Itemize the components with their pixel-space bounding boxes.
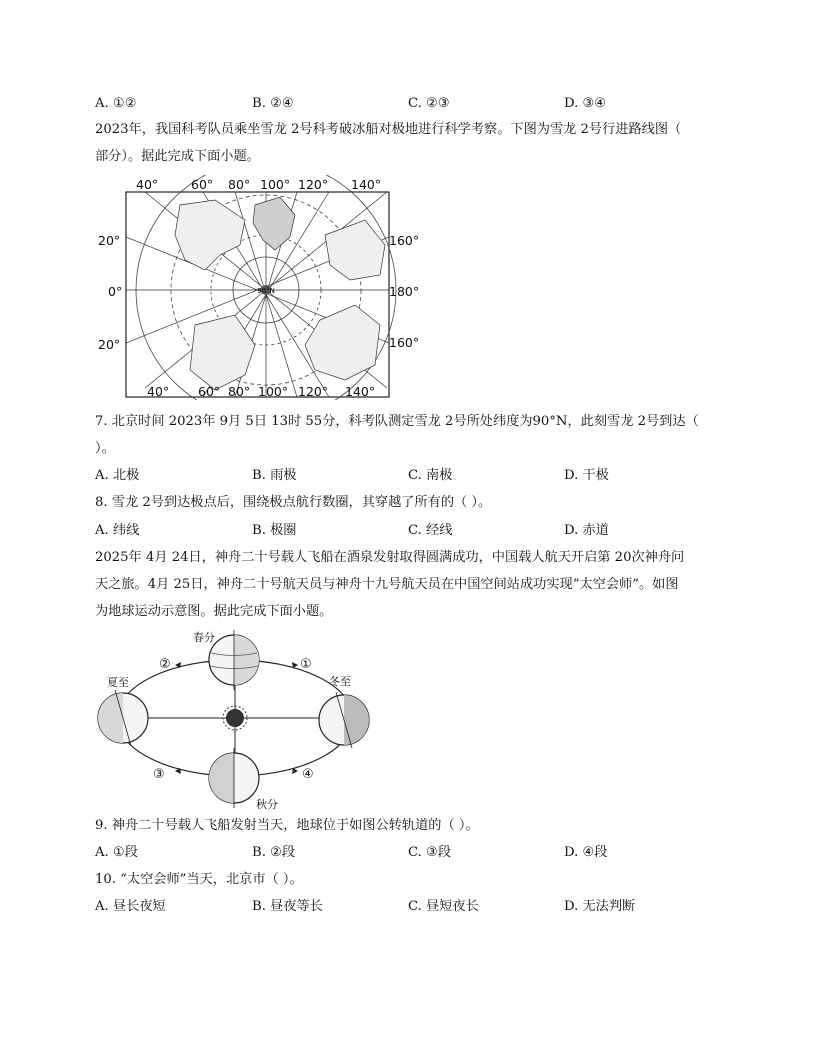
- q10-options: [95, 898, 735, 916]
- passage1-line1: 2023年，我国科考队员乘坐雪龙 2号科考破冰船对极地进行科学考察。下图为雪龙 2号行进路线图（: [95, 122, 682, 137]
- map-left-label: 20°: [98, 233, 121, 248]
- option-b: B. 极圈: [252, 523, 297, 538]
- option-d: D. 无法判断: [564, 899, 636, 914]
- map-right-label: 180°: [389, 284, 420, 299]
- option-a: A. ①段: [95, 845, 138, 860]
- segment-4-label: ④: [302, 767, 314, 782]
- map-top-label: 60°: [191, 177, 214, 192]
- option-a: A. 纬线: [95, 523, 140, 538]
- map-bottom-label: 80°: [228, 384, 251, 399]
- passage2-line2: 天之旅。4月 25日，神舟二十号航天员与神舟十九号航天员在中国空间站成功实现“太空会师”。如图: [95, 577, 679, 592]
- map-left-label: 0°: [108, 284, 123, 299]
- q8-stem: 8. 雪龙 2号到达极点后，围绕极点航行数圈，其穿越了所有的（ ）。: [95, 495, 492, 510]
- label-spring: 春分: [193, 631, 215, 644]
- map-bottom-label: 40°: [147, 384, 170, 399]
- option-b: B. ②④: [252, 96, 294, 111]
- q9-options: [95, 844, 735, 862]
- map-bottom-label: 60°: [198, 384, 221, 399]
- option-b: B. 昼夜等长: [252, 899, 323, 914]
- label-winter: 冬至: [329, 675, 351, 688]
- q6-options: [95, 95, 735, 113]
- option-c: C. ③段: [408, 845, 452, 860]
- option-c: C. 经线: [408, 523, 453, 538]
- passage1-line2: 部分）。据此完成下面小题。: [95, 149, 260, 164]
- map-bottom-label: 120°: [298, 384, 329, 399]
- segment-2-label: ②: [159, 657, 171, 672]
- earth-orbit-diagram: [95, 628, 380, 810]
- segment-1-label: ①: [300, 657, 312, 672]
- passage2-line3: 为地球运动示意图。据此完成下面小题。: [95, 604, 333, 619]
- option-c: C. 南极: [408, 468, 453, 483]
- map-right-label: 160°: [389, 233, 420, 248]
- map-top-label: 100°: [260, 177, 291, 192]
- option-d: D. 干极: [564, 468, 609, 483]
- map-top-label: 140°: [351, 177, 382, 192]
- option-c: C. ②③: [408, 96, 450, 111]
- option-a: A. ①②: [95, 96, 137, 111]
- option-c: C. 昼短夜长: [408, 899, 479, 914]
- earth-spring: [209, 630, 259, 690]
- earth-autumn: [209, 748, 259, 808]
- option-b: B. 雨极: [252, 468, 297, 483]
- pole-label: 90°N: [257, 287, 275, 295]
- earth-winter: [319, 692, 369, 748]
- map-top-label: 80°: [228, 177, 251, 192]
- option-d: D. 赤道: [564, 523, 609, 538]
- segment-3-label: ③: [153, 767, 165, 782]
- option-d: D. ④段: [564, 845, 608, 860]
- q7-options: [95, 467, 735, 485]
- q7-stem-line2: ）。: [95, 441, 115, 456]
- map-right-label: 160°: [389, 335, 420, 350]
- map-left-label: 20°: [98, 337, 121, 352]
- option-b: B. ②段: [252, 845, 296, 860]
- polar-route-map: [95, 175, 430, 400]
- earth-summer: [98, 690, 148, 746]
- map-top-label: 120°: [298, 177, 329, 192]
- q8-options: [95, 522, 735, 540]
- q10-stem: 10. “太空会师”当天，北京市（ ）。: [95, 872, 303, 887]
- map-top-label: 40°: [136, 177, 159, 192]
- option-d: D. ③④: [564, 96, 607, 111]
- label-autumn: 秋分: [256, 798, 278, 810]
- option-a: A. 北极: [95, 468, 140, 483]
- q7-stem-line1: 7. 北京时间 2023年 9月 5日 13时 55分，科考队测定雪龙 2号所处纬度为90°N，此刻雪龙 2号到达（: [95, 414, 699, 429]
- map-bottom-label: 140°: [345, 384, 376, 399]
- passage2-line1: 2025年 4月 24日，神舟二十号载人飞船在酒泉发射取得圆满成功，中国载人航天开启第 20次神舟问: [95, 550, 685, 565]
- q9-stem: 9. 神舟二十号载人飞船发射当天，地球位于如图公转轨道的（ ）。: [95, 818, 479, 833]
- label-summer: 夏至: [107, 676, 129, 689]
- option-a: A. 昼长夜短: [95, 899, 166, 914]
- map-bottom-label: 100°: [258, 384, 289, 399]
